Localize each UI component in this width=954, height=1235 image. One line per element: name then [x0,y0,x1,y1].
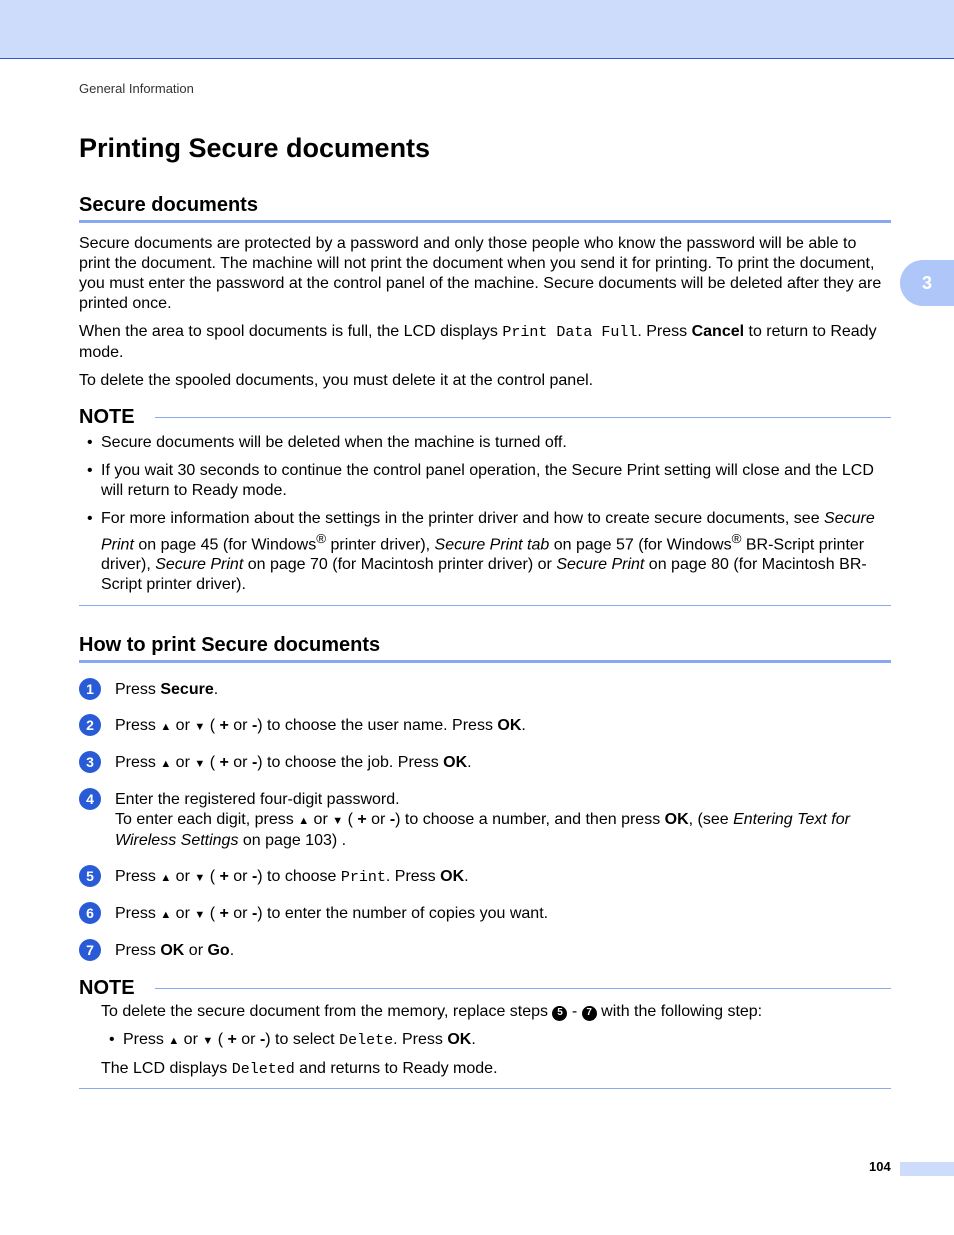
step-reference-badge: 7 [582,1006,597,1021]
step-reference-badge: 5 [552,1006,567,1021]
down-arrow-icon: ▼ [194,758,206,771]
list-item: • Secure documents will be deleted when the machine is turned off. [79,433,891,453]
lcd-message: Print [340,869,386,887]
note-header [79,406,891,429]
up-arrow-icon: ▲ [160,758,172,771]
paragraph: The LCD displays Deleted and returns to Ready mode. [101,1060,498,1079]
lcd-message: Print Data Full [502,324,638,341]
step-number-badge: 3 [79,751,101,773]
step-number-badge: 5 [79,865,101,887]
down-arrow-icon: ▼ [194,872,206,885]
paragraph: To delete the spooled documents, you must delete it at the control panel. [79,372,594,389]
step-item: 4 Enter the registered four-digit password. To enter each digit, press ▲ or ▼ ( + or -) to choose a number, and then press OK, (see Entering Text for Wireless Settings on page 103) . [79,790,891,851]
step-item: 2 Press ▲ or ▼ ( + or -) to choose the user name. Press OK. [79,716,891,737]
up-arrow-icon: ▲ [298,815,310,828]
list-item: • If you wait 30 seconds to continue the control panel operation, the Secure Print setting will close and the LCD will return to Ready mode. [79,461,891,501]
note-title: NOTE [79,406,135,428]
cross-reference-link[interactable]: Secure Print tab [434,536,550,554]
section-heading-secure-documents: Secure documents [79,194,891,223]
down-arrow-icon: ▼ [194,721,206,734]
note-list [79,433,891,595]
note-header [79,977,891,1000]
page-title: Printing Secure documents [79,133,431,163]
step-item: 1 Press Secure. [79,680,891,700]
step-item: 3 Press ▲ or ▼ ( + or -) to choose the job. Press OK. [79,753,891,774]
divider [155,417,891,418]
page-number: 104 [869,1159,891,1174]
down-arrow-icon: ▼ [194,909,206,922]
down-arrow-icon: ▼ [332,815,344,828]
top-header-band [0,0,954,59]
step-number-badge: 2 [79,714,101,736]
up-arrow-icon: ▲ [168,1035,180,1048]
page-number-tab [900,1162,954,1176]
lcd-message: Delete [339,1032,394,1050]
section-heading-how-to-print: How to print Secure documents [79,634,891,663]
paragraph: To delete the secure document from the memory, replace steps 5 - 7 with the following step: [101,1003,763,1021]
note-body [79,1002,891,1080]
step-number-badge: 4 [79,788,101,810]
step-list [79,680,891,961]
cross-reference-link[interactable]: Secure Print [556,556,645,574]
list-item: • For more information about the settings in the printer driver and how to create secure documents, see Secure Print on page 45 (for Windows® printer driver), Secure Print tab on page 57 (for Windows® BR-Script printer driver), Secure Print on page 70 (for Macintosh printer driver) or Secure Print on page 80 (for Macintosh BR-Script printer driver). [79,509,891,595]
paragraph: When the area to spool documents is full, the LCD displays Print Data Full. Press Cancel to return to Ready mode. [79,323,877,361]
step-item: 7 Press OK or Go. [79,941,891,961]
divider [79,1088,891,1089]
cross-reference-link[interactable]: Secure Print [155,556,244,574]
paragraph: Secure documents are protected by a password and only those people who know the password will be able to print the document. The machine will not print the document when you send it for printing. To print the document, you must enter the password at the control panel of the machine. Secure documents will be deleted after they are printed once. [79,235,882,312]
step-item: 6 Press ▲ or ▼ ( + or -) to enter the number of copies you want. [79,904,891,925]
page-content [79,120,891,1089]
lcd-message: Deleted [231,1061,295,1079]
button-name: Cancel [691,323,745,340]
step-item: 5 Press ▲ or ▼ ( + or -) to choose Print. Press OK. [79,867,891,888]
note-title: NOTE [79,977,135,1000]
up-arrow-icon: ▲ [160,909,172,922]
step-number-badge: 6 [79,902,101,924]
down-arrow-icon: ▼ [202,1035,214,1048]
step-number-badge: 7 [79,939,101,961]
list-item: • Press ▲ or ▼ ( + or -) to select Delete. Press OK. [101,1030,891,1051]
divider [155,988,891,989]
cross-reference-link[interactable]: Secure Print [101,510,875,554]
up-arrow-icon: ▲ [160,721,172,734]
running-header: General Information [79,81,194,96]
step-number-badge: 1 [79,678,101,700]
up-arrow-icon: ▲ [160,872,172,885]
cross-reference-link[interactable]: Entering Text for Wireless Settings [115,811,850,850]
note-list [101,1030,891,1051]
chapter-tab: 3 [900,260,954,306]
